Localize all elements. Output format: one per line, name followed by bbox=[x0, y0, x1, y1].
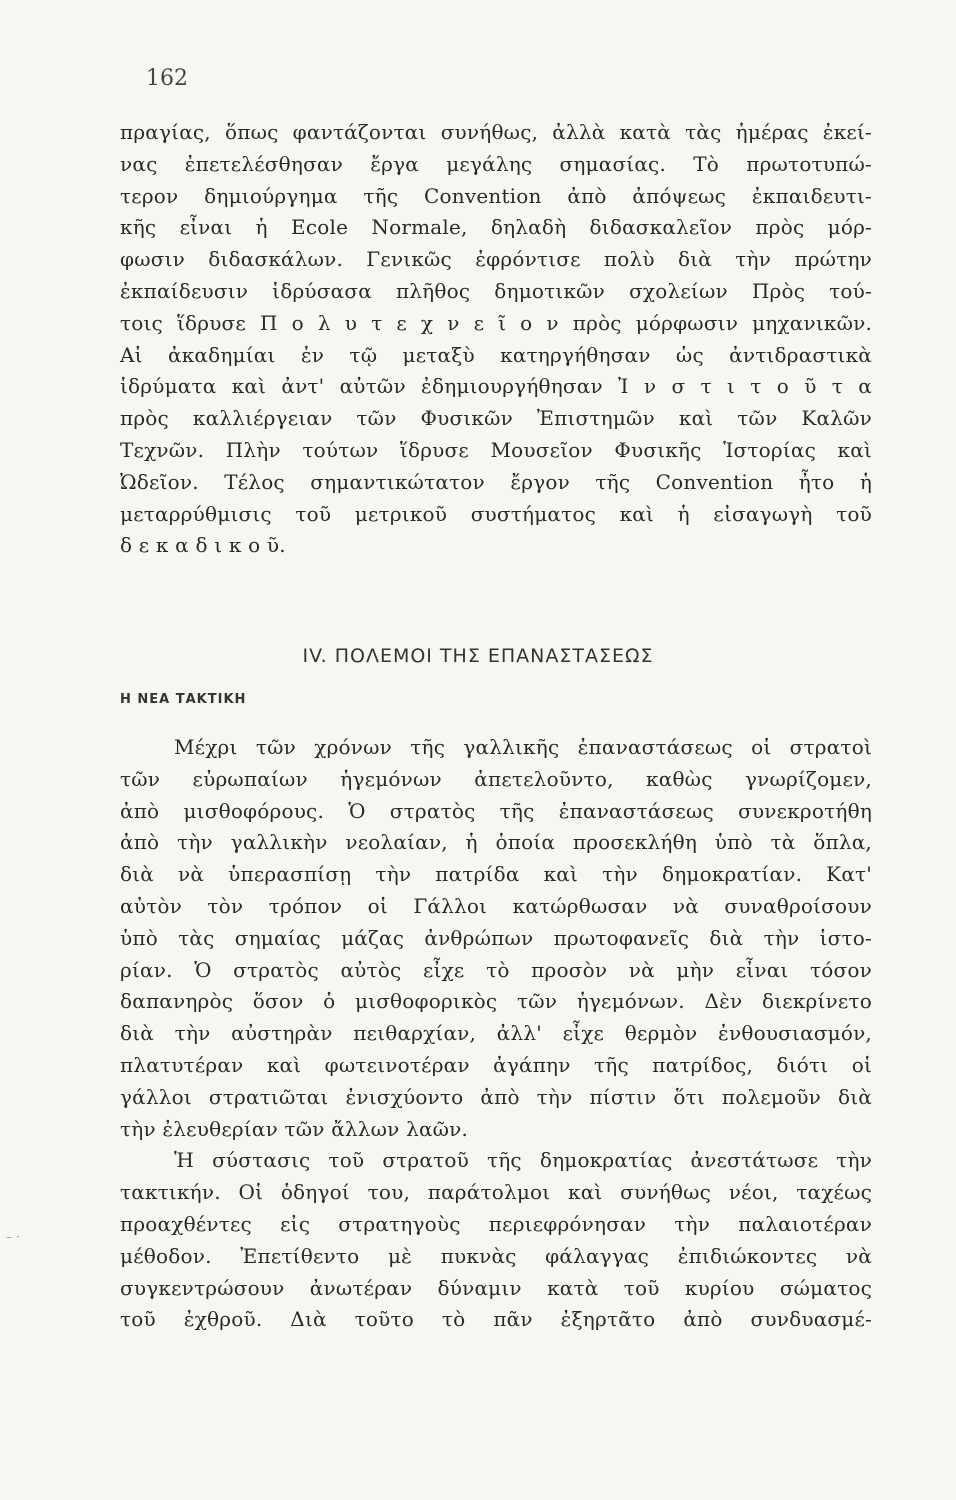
text-line: μεταρρύθμισις τοῦ μετρικοῦ συστήματος καὶ ἡ εἰσαγωγὴ τοῦ bbox=[120, 501, 872, 526]
text-line: τοις ἵδρυσε Π ο λ υ τ ε χ ν ε ῖ ο ν πρὸς μόρφωσιν μηχανικῶν. bbox=[120, 310, 872, 335]
text-line: ἱδρύματα καὶ ἀντ' αὐτῶν ἐδημιουργήθησαν Ἰ ν σ τ ι τ ο ῦ τ α bbox=[120, 374, 872, 399]
text-line: Τεχνῶν. Πλὴν τούτων ἵδρυσε Μουσεῖον Φυσικῆς Ἱστορίας καὶ bbox=[120, 437, 872, 462]
text-line: δαπανηρὸς ὅσον ὁ μισθοφορικὸς τῶν ἡγεμόνων. Δὲν διεκρίνετο bbox=[120, 989, 872, 1014]
text-line: δ ε κ α δ ι κ ο ῦ. bbox=[120, 533, 286, 558]
text-line: τακτικήν. Οἱ ὁδηγοί του, παράτολμοι καὶ συνήθως νέοι, ταχέως bbox=[120, 1180, 872, 1205]
text-line: φωσιν διδασκάλων. Γενικῶς ἐφρόντισε πολὺ διὰ τὴν πρώτην bbox=[120, 247, 872, 272]
text-line: προαχθέντες εἰς στρατηγοὺς περιεφρόνησαν τὴν παλαιοτέραν bbox=[120, 1211, 872, 1236]
paragraph-1 bbox=[120, 117, 872, 562]
text-line: πλατυτέραν καὶ φωτεινοτέραν ἀγάπην τῆς πατρίδος, διότι οἱ bbox=[120, 1052, 872, 1077]
text-line: ἐκπαίδευσιν ἱδρύσασα πλῆθος δημοτικῶν σχολείων Πρὸς τού- bbox=[120, 278, 872, 303]
text-line: τῶν εὐρωπαίων ἡγεμόνων ἀπετελοῦντο, καθὼς γνωρίζομεν, bbox=[120, 766, 872, 791]
page-number: 162 bbox=[146, 66, 188, 91]
text-line: τὴν ἐλευθερίαν τῶν ἄλλων λαῶν. bbox=[120, 1116, 469, 1141]
text-line: αὐτὸν τὸν τρόπον οἱ Γάλλοι κατώρθωσαν νὰ συναθροίσουν bbox=[120, 893, 872, 918]
text-line: κῆς εἶναι ἡ Ecole Normale, δηλαδὴ διδασκαλεῖον πρὸς μόρ- bbox=[120, 215, 872, 240]
text-line: Ἡ σύστασις τοῦ στρατοῦ τῆς δημοκρατίας ἀνεστάτωσε τὴν bbox=[174, 1148, 872, 1173]
section-heading: IV. ΠΟΛΕΜΟΙ ΤΗΣ ΕΠΑΝΑΣΤΑΣΕΩΣ bbox=[302, 645, 654, 667]
text-line: Μέχρι τῶν χρόνων τῆς γαλλικῆς ἐπαναστάσεως οἱ στρατοὶ bbox=[174, 735, 872, 759]
text-line: τερον δημιούργημα τῆς Convention ἀπὸ ἀπόψεως ἐκπαιδευτι- bbox=[120, 183, 872, 208]
text-line: μέθοδον. Ἐπετίθεντο μὲ πυκνὰς φάλαγγας ἐπιδιώκοντες νὰ bbox=[120, 1243, 872, 1268]
section-subheading: Η ΝΕΑ ΤΑΚΤΙΚΗ bbox=[120, 692, 247, 707]
text-line: διὰ νὰ ὑπερασπίσῃ τὴν πατρίδα καὶ τὴν δημοκρατίαν. Κατ' bbox=[120, 862, 872, 887]
text-line: διὰ τὴν αὐστηρὰν πειθαρχίαν, ἀλλ' εἶχε θερμὸν ἐνθουσιασμόν, bbox=[120, 1021, 872, 1046]
text-line: νας ἐπετελέσθησαν ἔργα μεγάλης σημασίας. Τὸ πρωτοτυπώ- bbox=[120, 151, 872, 176]
margin-mark: – · bbox=[6, 1230, 20, 1244]
text-line: τοῦ ἐχθροῦ. Διὰ τοῦτο τὸ πᾶν ἐξηρτᾶτο ἀπὸ συνδυασμέ- bbox=[120, 1307, 872, 1332]
text-line: πραγίας, ὅπως φαντάζονται συνήθως, ἀλλὰ κατὰ τὰς ἡμέρας ἐκεί- bbox=[120, 120, 872, 144]
text-line: πρὸς καλλιέργειαν τῶν Φυσικῶν Ἐπιστημῶν καὶ τῶν Καλῶν bbox=[120, 406, 872, 431]
text-line: ἀπὸ μισθοφόρους. Ὁ στρατὸς τῆς ἐπαναστάσεως συνεκροτήθη bbox=[120, 798, 872, 823]
text-line: συγκεντρώσουν ἀνωτέραν δύναμιν κατὰ τοῦ κυρίου σώματος bbox=[120, 1275, 872, 1300]
text-line: ρίαν. Ὁ στρατὸς αὐτὸς εἶχε τὸ προσὸν νὰ μὴν εἶναι τόσον bbox=[120, 957, 872, 982]
text-line: ὑπὸ τὰς σημαίας μάζας ἀνθρώπων πρωτοφανεῖς διὰ τὴν ἱστο- bbox=[120, 925, 872, 950]
text-line: Αἱ ἀκαδημίαι ἐν τῷ μεταξὺ κατηργήθησαν ὡς ἀντιδραστικὰ bbox=[120, 342, 872, 367]
paragraph-2 bbox=[120, 732, 872, 1336]
text-line: Ὠδεῖον. Τέλος σημαντικώτατον ἔργον τῆς Convention ἦτο ἡ bbox=[120, 469, 872, 494]
text-line: ἀπὸ τὴν γαλλικὴν νεολαίαν, ἡ ὁποία προσεκλήθη ὑπὸ τὰ ὅπλα, bbox=[120, 830, 872, 855]
text-line: γάλλοι στρατιῶται ἐνισχύοντο ἀπὸ τὴν πίστιν ὅτι πολεμοῦν διὰ bbox=[120, 1084, 872, 1109]
